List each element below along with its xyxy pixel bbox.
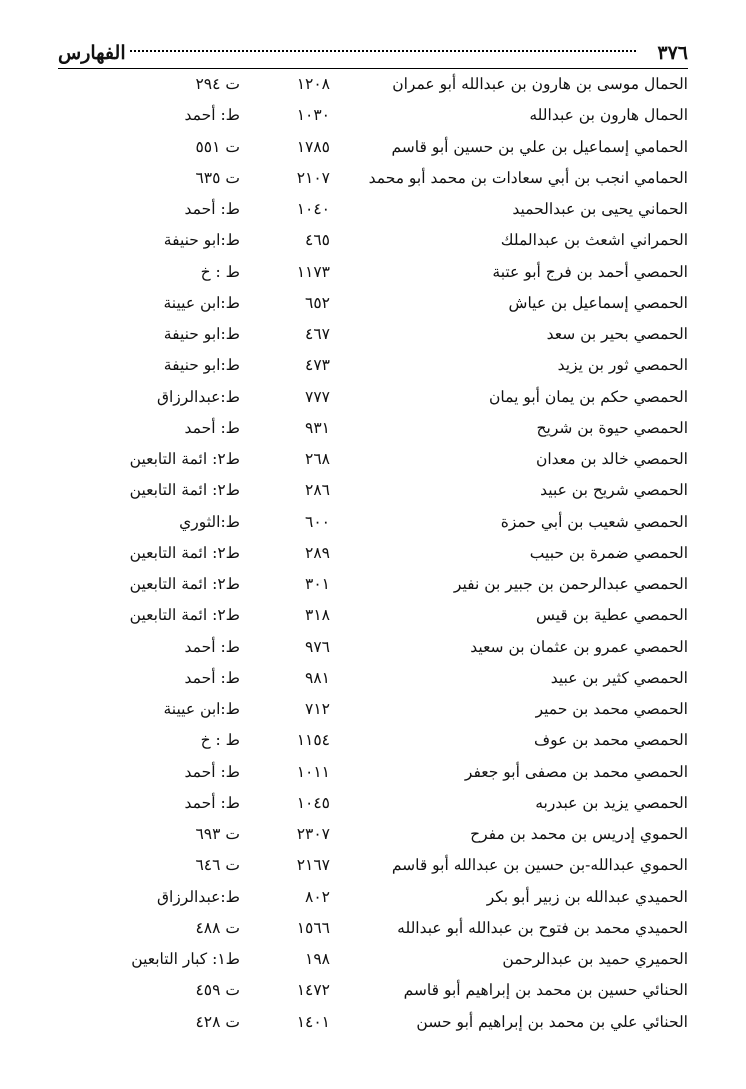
entry-number: ٤٦٧ — [305, 325, 330, 343]
index-entry — [58, 725, 688, 756]
entry-reference: ط:ابو حنيفة — [163, 356, 240, 375]
entry-name: الحمصي كثير بن عبيد — [550, 668, 688, 687]
entry-name: الحمصي أحمد بن فرج أبو عتبة — [492, 262, 688, 281]
index-entry — [58, 788, 688, 819]
entry-name: الحمامي انجب بن أبي سعادات بن محمد أبو محمد — [368, 168, 688, 187]
entry-number: ٢٨٩ — [305, 543, 330, 562]
entry-number: ٨٠٢ — [305, 887, 330, 906]
entry-name: الحمصي يزيد بن عبدربه — [535, 793, 688, 812]
entry-reference: ط٢: ائمة التابعين — [129, 606, 240, 625]
entry-reference: ط:ابن عيينة — [163, 700, 240, 718]
entry-number: ٤٦٥ — [305, 231, 330, 250]
entry-number: ١٥٦٦ — [296, 918, 330, 937]
entry-number: ٣١٨ — [305, 606, 330, 625]
entry-name: الحمصي إسماعيل بن عياش — [508, 293, 688, 312]
index-entry — [58, 569, 688, 600]
index-entry — [58, 694, 688, 725]
entry-name: الحمصي محمد بن حمير — [535, 700, 688, 718]
entry-name: الحمصي ضمرة بن حبيب — [529, 543, 688, 562]
entry-reference: ت ٤٥٩ — [195, 981, 240, 1000]
entry-number: ٢١٠٧ — [296, 168, 330, 187]
entry-number: ٩٨١ — [305, 668, 330, 687]
entry-number: ١٠٣٠ — [296, 106, 330, 125]
index-entry — [58, 663, 688, 694]
entry-reference: ط٢: ائمة التابعين — [129, 575, 240, 593]
entry-name: الحمصي عطية بن قيس — [535, 606, 688, 625]
entry-reference: ت ٤٨٨ — [195, 918, 240, 937]
entry-number: ١٧٨٥ — [296, 137, 330, 156]
entry-reference: ط : خ — [200, 731, 240, 750]
entry-name: الحمصي خالد بن معدان — [535, 450, 688, 468]
entry-reference: ط: أحمد — [184, 200, 240, 218]
entry-reference: ط:ابن عيينة — [163, 293, 240, 312]
index-entry — [58, 132, 688, 163]
entry-reference: ط: أحمد — [184, 637, 240, 656]
entry-number: ١١٧٣ — [296, 262, 330, 281]
entry-number: ٧٧٧ — [305, 387, 330, 406]
entry-number: ٧١٢ — [305, 700, 330, 718]
index-entry — [58, 475, 688, 506]
entry-number: ١٠٤٥ — [296, 793, 330, 812]
entry-number: ١٢٠٨ — [296, 75, 330, 93]
entry-reference: ط: أحمد — [184, 106, 240, 125]
entry-name: الحمصي عمرو بن عثمان بن سعيد — [470, 637, 688, 656]
entry-name: الحمصي حيوة بن شريح — [536, 418, 688, 437]
index-entry — [58, 444, 688, 475]
entry-reference: ت ٦٣٥ — [195, 168, 240, 187]
index-entry — [58, 913, 688, 944]
entry-name: الحمصي شعيب بن أبي حمزة — [500, 512, 688, 531]
entry-name: الحموي إدريس بن محمد بن مفرح — [470, 825, 688, 843]
index-entry — [58, 350, 688, 381]
entry-reference: ط: أحمد — [184, 668, 240, 687]
entry-name: الحمصي ثور بن يزيد — [557, 356, 688, 375]
entry-name: الحمصي محمد بن عوف — [534, 731, 688, 750]
entry-name: الحمصي شريح بن عبيد — [540, 481, 688, 500]
entry-reference: ط: أحمد — [184, 793, 240, 812]
entry-number: ١١٥٤ — [296, 731, 330, 750]
index-entry — [58, 850, 688, 881]
index-page — [58, 40, 688, 1038]
entry-name: الحموي عبدالله-بن حسين بن عبدالله أبو قاسم — [391, 856, 688, 875]
index-list — [58, 69, 688, 1038]
entry-number: ٣٠١ — [305, 575, 330, 593]
entry-name: الحمصي حكم بن يمان أبو يمان — [489, 387, 688, 406]
entry-name: الحنائي علي بن محمد بن إبراهيم أبو حسن — [416, 1012, 688, 1031]
index-entry — [58, 757, 688, 788]
entry-name: الحمال موسى بن هارون بن عبدالله أبو عمران — [392, 75, 688, 93]
page-header — [58, 40, 688, 69]
entry-number: ١٤٠١ — [296, 1012, 330, 1031]
entry-reference: ط٢: ائمة التابعين — [129, 450, 240, 468]
index-entry — [58, 69, 688, 100]
entry-number: ٤٧٣ — [305, 356, 330, 375]
entry-name: الحمامي إسماعيل بن علي بن حسين أبو قاسم — [391, 137, 688, 156]
entry-reference: ط : خ — [200, 262, 240, 281]
entry-reference: ط:ابو حنيفة — [163, 325, 240, 343]
entry-name: الحمصي بحير بن سعد — [546, 325, 688, 343]
section-title: الفهارس — [58, 42, 126, 64]
entry-number: ٢٦٨ — [305, 450, 330, 468]
entry-number: ٦٠٠ — [305, 512, 330, 531]
index-entry — [58, 163, 688, 194]
entry-number: ٢٣٠٧ — [296, 825, 330, 843]
entry-reference: ط٢: ائمة التابعين — [129, 543, 240, 562]
entry-reference: ط:الثوري — [179, 512, 240, 531]
entry-number: ١٠٤٠ — [296, 200, 330, 218]
index-entry — [58, 257, 688, 288]
entry-number: ١٩٨ — [305, 950, 330, 968]
entry-name: الحميدي محمد بن فتوح بن عبدالله أبو عبدالله — [397, 918, 688, 937]
entry-number: ٢٨٦ — [305, 481, 330, 500]
index-entry — [58, 288, 688, 319]
entry-number: ١٠١١ — [296, 762, 330, 781]
entry-name: الحماني يحيى بن عبدالحميد — [512, 200, 688, 218]
index-entry — [58, 382, 688, 413]
index-entry — [58, 600, 688, 631]
index-entry — [58, 975, 688, 1006]
entry-reference: ط٢: ائمة التابعين — [129, 481, 240, 500]
page-number: ٣٧٦ — [657, 42, 688, 64]
entry-name: الحميري حميد بن عبدالرحمن — [502, 950, 688, 968]
index-entry — [58, 319, 688, 350]
entry-reference: ط:عبدالرزاق — [156, 887, 240, 906]
index-entry — [58, 632, 688, 663]
entry-reference: ت ٦٩٣ — [195, 825, 240, 843]
entry-name: الحمراني اشعث بن عبدالملك — [500, 231, 688, 250]
index-entry — [58, 882, 688, 913]
index-entry — [58, 819, 688, 850]
entry-reference: ط:ابو حنيفة — [163, 231, 240, 250]
entry-reference: ط:عبدالرزاق — [156, 387, 240, 406]
entry-number: ٦٥٢ — [305, 293, 330, 312]
entry-name: الحمال هارون بن عبدالله — [529, 106, 688, 125]
entry-number: ٩٣١ — [305, 418, 330, 437]
entry-reference: ت ٦٤٦ — [195, 856, 240, 875]
index-entry — [58, 194, 688, 225]
index-entry — [58, 100, 688, 131]
header-dotted-leader — [130, 50, 636, 52]
entry-name: الحمصي محمد بن مصفى أبو جعفر — [464, 762, 688, 781]
index-entry — [58, 225, 688, 256]
entry-reference: ط: أحمد — [184, 418, 240, 437]
index-entry — [58, 538, 688, 569]
entry-reference: ت ٢٩٤ — [195, 75, 240, 93]
entry-number: ٢١٦٧ — [296, 856, 330, 875]
index-entry — [58, 507, 688, 538]
index-entry — [58, 1007, 688, 1038]
index-entry — [58, 413, 688, 444]
entry-reference: ط: أحمد — [184, 762, 240, 781]
entry-name: الحمصي عبدالرحمن بن جبير بن نفير — [453, 575, 688, 593]
entry-name: الحنائي حسين بن محمد بن إبراهيم أبو قاسم — [403, 981, 688, 1000]
entry-reference: ط١: كبار التابعين — [131, 950, 240, 968]
entry-name: الحميدي عبدالله بن زبير أبو بكر — [486, 887, 688, 906]
entry-number: ٩٧٦ — [305, 637, 330, 656]
entry-number: ١٤٧٢ — [296, 981, 330, 1000]
entry-reference: ت ٥٥١ — [195, 137, 240, 156]
entry-reference: ت ٤٢٨ — [195, 1012, 240, 1031]
index-entry — [58, 944, 688, 975]
